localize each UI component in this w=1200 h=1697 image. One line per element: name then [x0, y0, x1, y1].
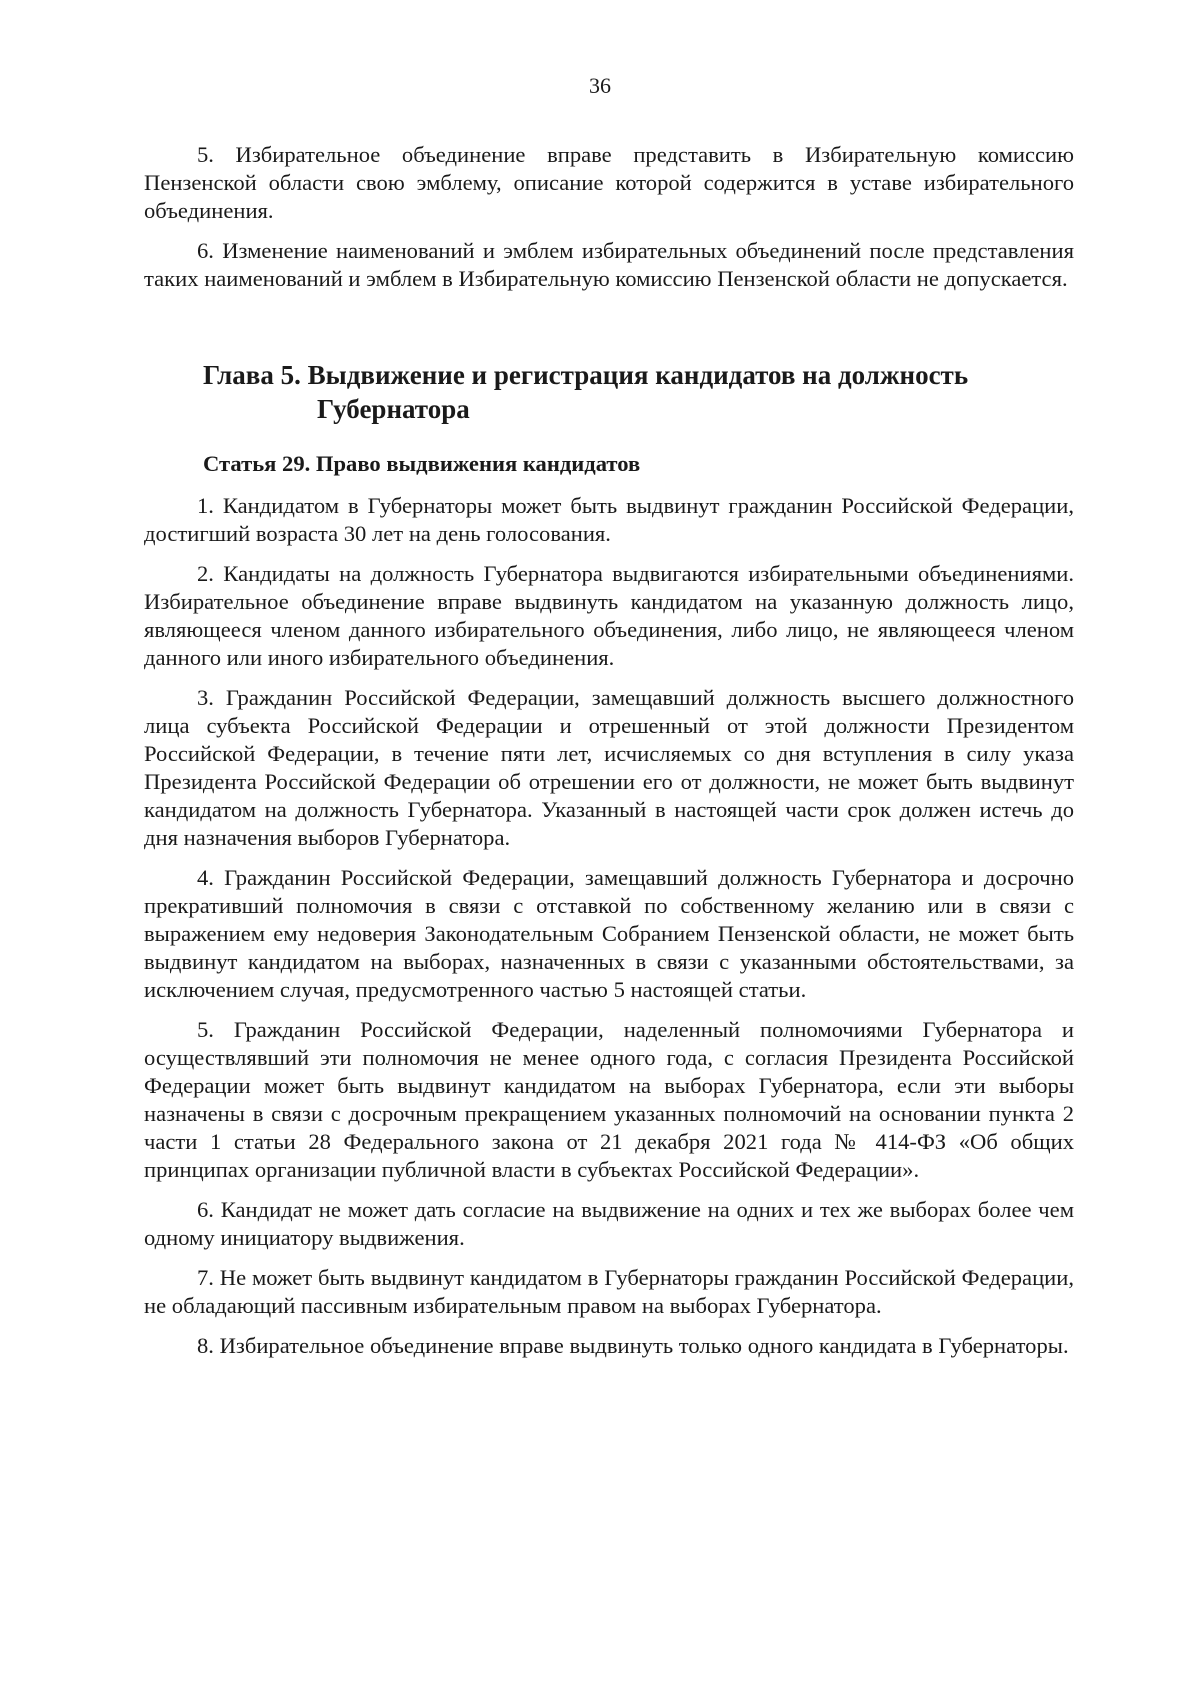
continued-article-block — [144, 141, 1074, 293]
paragraph: 3. Гражданин Российской Федерации, замещавший должность высшего должностного лица субъекта Российской Федерации и отрешенный от этой должности Президентом Российской Федерации, в течение пяти лет, исчисляемых со дня вступления в силу указа Президента Российской Федерации об отрешении его от должности, не может быть выдвинут кандидатом на должность Губернатора. Указанный в настоящей части срок должен истечь до дня назначения выборов Губернатора. — [144, 685, 1074, 850]
article-title: Статья 29. Право выдвижения кандидатов — [203, 451, 641, 476]
chapter-title-line-2: Губернатора — [317, 394, 470, 424]
paragraph: 2. Кандидаты на должность Губернатора выдвигаются избирательными объединениями. Избирательное объединение вправе выдвинуть кандидатом на указанную должность лицо, являющееся членом данного избирательного объединения, либо лицо, не являющееся членом данного или иного избирательного объединения. — [144, 561, 1074, 670]
paragraph: 6. Кандидат не может дать согласие на выдвижение на одних и тех же выборах более чем одному инициатору выдвижения. — [144, 1197, 1074, 1250]
paragraph: 5. Гражданин Российской Федерации, наделенный полномочиями Губернатора и осуществлявший эти полномочия не менее одного года, с согласия Президента Российской Федерации может быть выдвинут кандидатом на выборах Губернатора, если эти выборы назначены в связи с досрочным прекращением указанных полномочий на основании пункта 2 части 1 статьи 28 Федерального закона от 21 декабря 2021 года № 414-ФЗ «Об общих принципах организации публичной власти в субъектах Российской Федерации». — [144, 1017, 1074, 1182]
article-heading — [144, 450, 1074, 478]
chapter-title — [144, 358, 1074, 426]
paragraph: 1. Кандидатом в Губернаторы может быть выдвинут гражданин Российской Федерации, достигший возраста 30 лет на день голосования. — [144, 493, 1074, 546]
paragraph: 6. Изменение наименований и эмблем избирательных объединений после представления таких наименований и эмблем в Избирательную комиссию Пензенской области не допускается. — [144, 238, 1074, 291]
article-body — [144, 492, 1074, 1360]
chapter-heading — [144, 358, 1074, 426]
paragraph: 4. Гражданин Российской Федерации, замещавший должность Губернатора и досрочно прекративший полномочия в связи с отставкой по собственному желанию или в связи с выражением ему недоверия Законодательным Собранием Пензенской области, не может быть выдвинут кандидатом на выборах, назначенных в связи с указанными обстоятельствами, за исключением случая, предусмотренного частью 5 настоящей статьи. — [144, 865, 1074, 1002]
page-number: 36 — [589, 73, 611, 98]
chapter-title-line-1: Глава 5. Выдвижение и регистрация кандидатов на должность — [203, 360, 969, 390]
paragraph: 5. Избирательное объединение вправе представить в Избирательную комиссию Пензенской области свою эмблему, описание которой содержится в уставе избирательного объединения. — [144, 142, 1074, 223]
paragraph: 8. Избирательное объединение вправе выдвинуть только одного кандидата в Губернаторы. — [197, 1333, 1069, 1358]
paragraph: 7. Не может быть выдвинут кандидатом в Губернаторы гражданин Российской Федерации, не обладающий пассивным избирательным правом на выборах Губернатора. — [144, 1265, 1074, 1318]
